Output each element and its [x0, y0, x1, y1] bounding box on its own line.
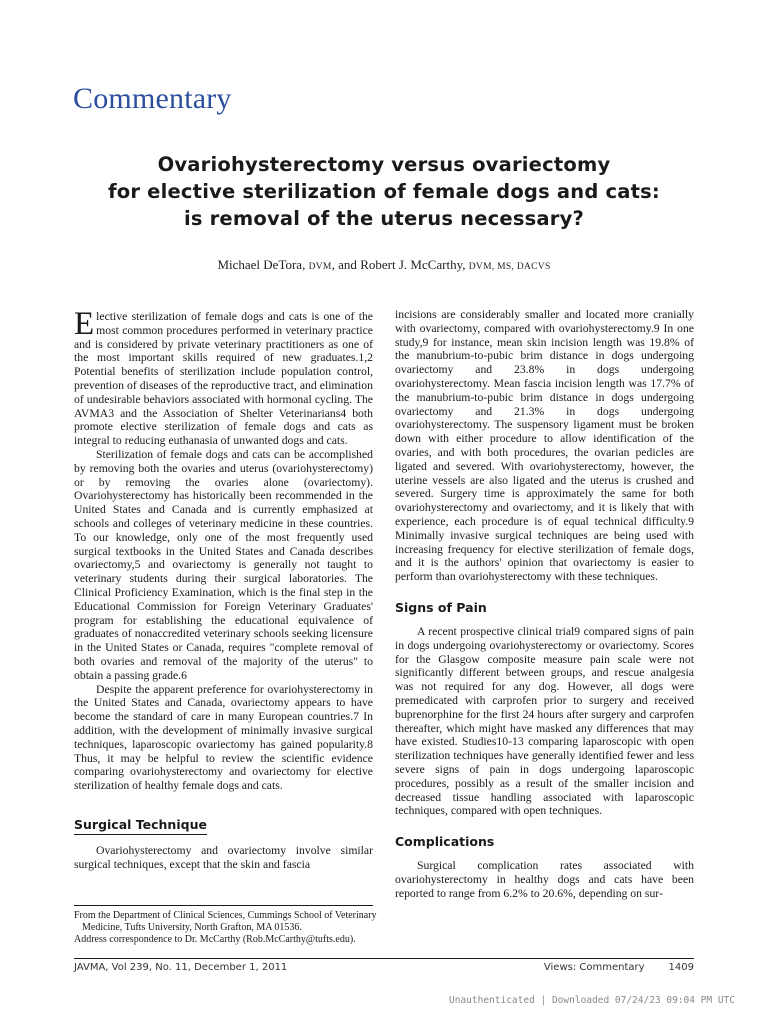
body-paragraph: Sterilization of female dogs and cats can be accomplished by removing both the ovaries and uterus (ovariohysterectomy) or by removing the ovaries alone (ovariectomy). Ovariohysterectomy has historically been recommended in the United States and Canada and is currently emphasized at schools and colleges of veterinary medicine in these countries. To our knowledge, only one of the most frequently used surgical textbooks in the United States and Canada describes ovariectomy,5 and ovariectomy is generally not taught to veterinary students during their surgical laboratories. The Clinical Proficiency Examination, which is the final step in the Educational Commission for Foreign Veterinary Graduates' program for establishing the educational equivalence of graduates of nonaccredited veterinary schools seeking licensure in the United States or Canada, requires "complete removal of both ovaries and removal of the majority of the uterus" to obtain a passing grade.6: [74, 447, 373, 682]
download-watermark: Unauthenticated | Downloaded 07/24/23 09:04 PM UTC: [449, 995, 735, 1006]
author-name: Robert J. McCarthy,: [360, 257, 466, 272]
section-heading-surgical-technique: Surgical Technique: [74, 817, 207, 835]
footer-right: [544, 962, 694, 973]
title-line: Ovariohysterectomy versus ovariectomy: [157, 153, 611, 176]
body-paragraph: Elective sterilization of female dogs and cats is one of the most common procedures performed in veterinary practice and is considered by private veterinary practitioners as one of the most important skills required of new graduates.1,2 Potential benefits of sterilization include population control, prevention of diseases of the reproductive tract, and elimination of undesirable behaviors associated with hormonal cycling. The AVMA3 and the Association of Shelter Veterinarians4 both promote elective sterilization of female dogs and cats as integral to reducing euthanasia of unwanted dogs and cats.: [74, 306, 373, 448]
footer-section-name: Views: Commentary: [543, 962, 645, 973]
body-paragraph: Despite the apparent preference for ovariohysterectomy in the United States and Canada, ovariectomy appears to have become the standard of care in many European countries.7 In addition, with the development of minimally invasive surgical techniques, laparoscopic ovariectomy has gained popularity.8 Thus, it may be helpful to review the scientific evidence comparing ovariohysterectomy and ovariectomy for elective sterilization of healthy female dogs and cats.: [74, 682, 373, 793]
author-line: [0, 257, 768, 273]
author-credentials: DVM: [308, 262, 332, 272]
title-line: for elective sterilization of female dogs and cats:: [108, 180, 660, 203]
section-heading-complications: Complications: [395, 834, 495, 850]
author-credentials: DVM, MS, DACVS: [468, 262, 551, 272]
article-title: [60, 151, 708, 232]
author-joiner: , and: [331, 257, 357, 272]
footnote-divider: [74, 905, 373, 906]
body-paragraph: Surgical complication rates associated with ovariohysterectomy in healthy dogs and cats have been reported to range from 6.2% to 20.6%, depending on sur-: [395, 859, 694, 900]
drop-cap: E: [74, 306, 95, 342]
body-paragraph: Ovariohysterectomy and ovariectomy involve similar surgical techniques, except that the skin and fascia: [74, 843, 373, 871]
body-column-right: [395, 308, 694, 900]
author-name: Michael DeTora,: [217, 257, 306, 272]
affiliation-footnote: [74, 910, 378, 947]
section-label: Commentary: [73, 82, 232, 115]
footer-divider: [74, 958, 694, 959]
page-number: 1409: [668, 962, 694, 973]
title-line: is removal of the uterus necessary?: [183, 207, 585, 230]
body-column-left: [74, 306, 373, 871]
body-paragraph: A recent prospective clinical trial9 compared signs of pain in dogs undergoing ovariohysterectomy or ovariectomy. Scores for the Glasgow composite measure pain scale were not significantly different between groups, and rescue analgesia was not required for any dog. However, all dogs were premedicated with carprofen prior to surgery and received buprenorphine for the first 24 hours after surgery and carprofen thereafter, which might have masked any differences that may have existed. Studies10-13 comparing laparoscopic with open sterilization techniques have generally identified fewer and less severe signs of pain in dogs undergoing laparoscopic procedures, possibly as a result of the smaller incision and decreased tissue handling associated with laparoscopic techniques, compared with open techniques.: [395, 624, 694, 818]
section-heading-signs-of-pain: Signs of Pain: [395, 599, 487, 615]
journal-citation: JAVMA, Vol 239, No. 11, December 1, 2011: [74, 962, 288, 973]
correspondence-text: Address correspondence to Dr. McCarthy (Rob.McCarthy@tufts.edu).: [74, 934, 356, 946]
affiliation-text: From the Department of Clinical Sciences, Cummings School of Veterinary Medicine, Tufts University, North Grafton, MA 01536.: [74, 910, 377, 934]
body-paragraph: incisions are considerably smaller and located more cranially with ovariectomy, compared with ovariohysterectomy.9 In one study,9 for instance, mean skin incision length was 19.8% of the manubrium-to-pubic brim distance in dogs undergoing ovariectomy and 23.8% in dogs undergoing ovariohysterectomy. Mean fascia incision length was 17.7% of the manubrium-to-pubic brim distance in dogs undergoing ovariectomy and 21.3% in dogs undergoing ovariohysterectomy. The suspensory ligament must be broken down with either procedure to allow identification of the ovaries, and with both procedures, the ovarian pedicles are ligated and severed. With ovariohysterectomy, however, the uterine vessels are also ligated and the uterus is crushed and severed. Surgery time is approximately the same for both ovariohysterectomy and ovariectomy, and it is likely that with experience, each procedure is of equal technical difficulty.9 Minimally invasive surgical techniques are being used with increasing frequency for elective sterilization of female dogs, and it is the authors' opinion that ovariectomy is easier to perform than ovariohysterectomy with these techniques.: [395, 308, 694, 584]
